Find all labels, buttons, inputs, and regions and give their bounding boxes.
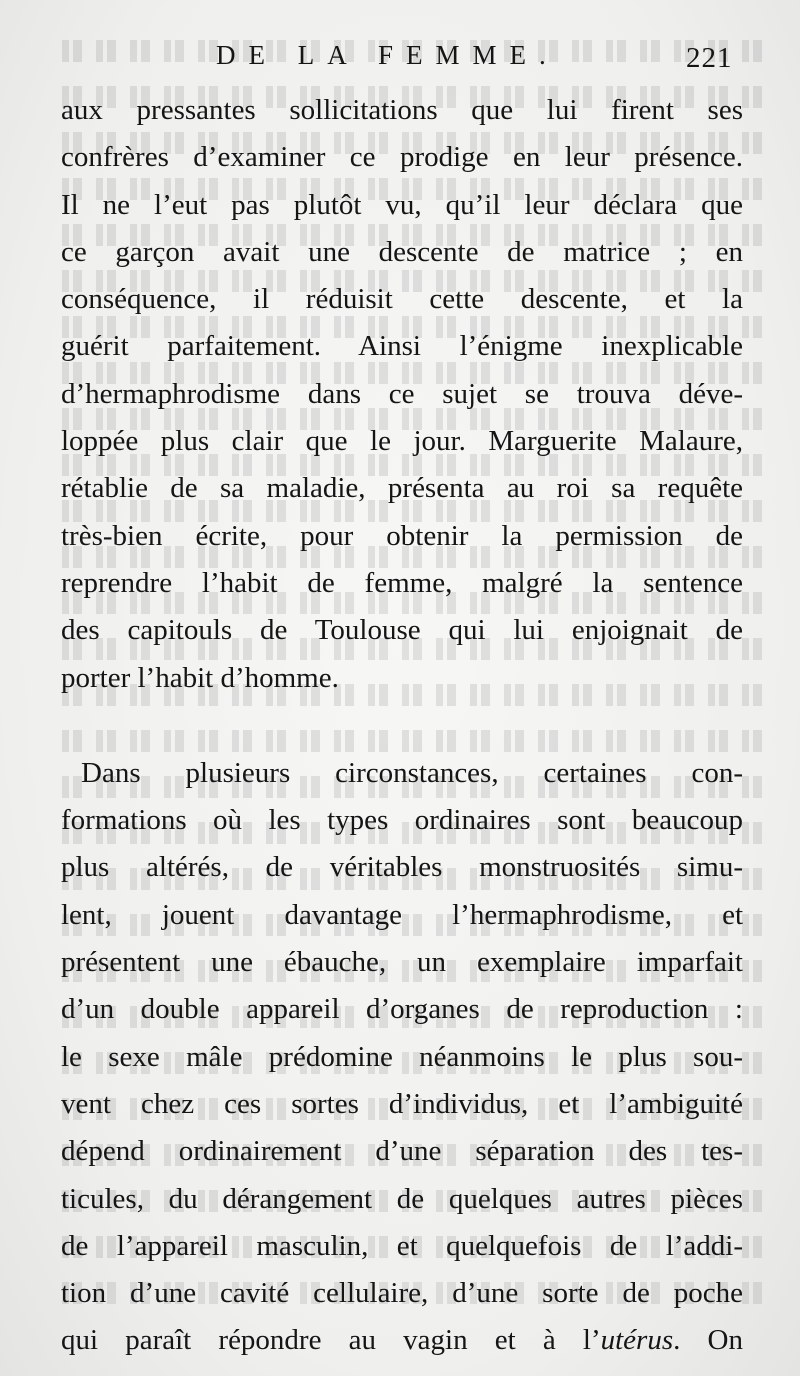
final-line-end: . On: [673, 1324, 743, 1357]
text-line: ce garçon avait une descente de matrice ; en: [61, 235, 743, 268]
italic-term: utérus: [600, 1324, 674, 1357]
text-line: confrères d’examiner ce prodige en leur présence.: [61, 141, 743, 174]
text-line: tion d’une cavité cellulaire, d’une sorte de poche: [61, 1277, 743, 1310]
text-line: plus altérés, de véritables monstruosités simu-: [61, 851, 743, 884]
text-line: Il ne l’eut pas plutôt vu, qu’il leur déclara que: [61, 188, 743, 221]
text-line: formations où les types ordinaires sont beaucoup: [61, 804, 743, 837]
text-line: loppée plus clair que le jour. Marguerite Malaure,: [61, 425, 743, 458]
text-line: aux pressantes sollicitations que lui firent ses: [61, 94, 743, 126]
paragraph-1: [61, 87, 743, 702]
text-line: ticules, du dérangement de quelques autres pièces: [61, 1182, 743, 1215]
running-title: DE LA FEMME.: [216, 40, 559, 70]
text-line: rétablie de sa maladie, présenta au roi sa requête: [61, 472, 743, 505]
text-line: d’hermaphrodisme dans ce sujet se trouva déve-: [61, 377, 743, 410]
text-line: dépend ordinairement d’une séparation des tes-: [61, 1135, 743, 1168]
text-line: présentent une ébauche, un exemplaire imparfait: [61, 946, 743, 979]
text-line: porter l’habit d’homme.: [61, 661, 339, 694]
text-line: de l’appareil masculin, et quelquefois de l’addi-: [61, 1229, 743, 1262]
page-number: 221: [686, 42, 733, 74]
text-line: d’un double appareil d’organes de reproduction :: [61, 993, 743, 1026]
running-head: [0, 40, 800, 80]
text-line: guérit parfaitement. Ainsi l’énigme inexplicable: [61, 330, 743, 363]
paragraph-spacer: [61, 702, 743, 750]
text-line: très-bien écrite, pour obtenir la permission de: [61, 519, 743, 552]
text-line: Dans plusieurs circonstances, certaines con-: [81, 756, 743, 789]
text-line: conséquence, il réduisit cette descente, et la: [61, 283, 743, 316]
text-line: le sexe mâle prédomine néanmoins le plus sou-: [61, 1040, 743, 1073]
text-line: reprendre l’habit de femme, malgré la sentence: [61, 566, 743, 599]
text-line-final: [61, 1317, 743, 1364]
paragraph-2: [61, 750, 743, 1365]
text-line: vent chez ces sortes d’individus, et l’ambiguité: [61, 1087, 743, 1120]
final-line-start: qui paraît répondre au vagin et à l’: [61, 1324, 601, 1357]
text-line: des capitouls de Toulouse qui lui enjoignait de: [61, 614, 743, 647]
text-line: lent, jouent davantage l’hermaphrodisme, et: [61, 898, 743, 931]
body-text: [61, 87, 743, 1365]
